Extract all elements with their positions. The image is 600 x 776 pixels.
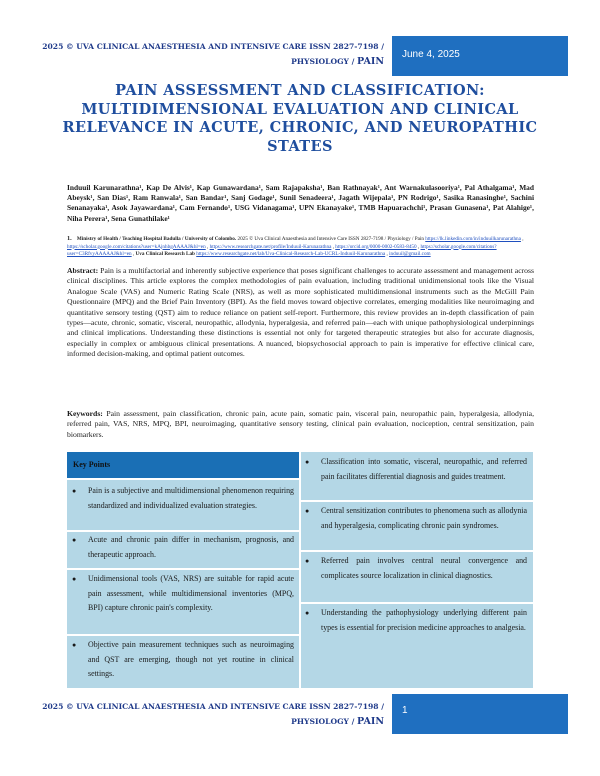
row-divider: [300, 500, 533, 502]
bullet-icon: ●: [72, 487, 77, 495]
footer-section-prefix: PHYSIOLOGY /: [291, 717, 358, 726]
header-section-prefix: PHYSIOLOGY /: [291, 57, 358, 66]
title-line-4: STATES: [267, 137, 333, 155]
bullet-icon: ●: [72, 536, 77, 544]
researchgate-lab-link[interactable]: https://www.researchgate.net/lab/Uva-Clinical-Research-Lab-UCRL-Induuil-Karunarathna: [196, 251, 386, 258]
affiliation-copyright: 2025 © Uva Clinical Anaesthesia and Intensive Care ISSN 2827-7198 / Physiology / Pain: [237, 236, 424, 242]
email-link[interactable]: induuil@gmail.com: [389, 251, 431, 258]
scholar-link-2[interactable]: https://scholar.google.com/citations?user=C3RfvyAAAAAJ&hl=en: [67, 243, 497, 258]
key-point-left-3: [72, 572, 294, 616]
footer-page-band: [392, 694, 568, 734]
key-point-text: Central sensitization contributes to phenomena such as allodynia and hyperalgesia, complicating chronic pain syndromes.: [321, 506, 527, 530]
page-header: [42, 36, 568, 76]
row-divider: [67, 634, 300, 636]
header-section-pain: PAIN: [357, 56, 384, 67]
row-divider: [300, 550, 533, 552]
abstract-label: Abstract:: [67, 266, 99, 275]
row-divider: [67, 478, 300, 480]
page-number: 1: [402, 705, 408, 716]
row-divider: [300, 602, 533, 604]
keywords: [67, 409, 534, 440]
key-point-right-4: [305, 606, 527, 635]
key-point-left-2: [72, 533, 294, 562]
key-point-text: Pain is a subjective and multidimensional phenomenon requiring standardized and individualized evaluation strategies.: [88, 486, 294, 510]
key-points-heading: Key Points: [73, 460, 111, 469]
abstract: [67, 266, 534, 360]
key-point-text: Referred pain involves central neural convergence and complicates source localization in clinical diagnostics.: [321, 556, 527, 580]
key-point-right-3: [305, 554, 527, 583]
abstract-text: Pain is a multifactorial and inherently subjective experience that poses significant challenges to accurate assessment and management across clinical disciplines. This article explores the complex methodologies of pain evaluation, including traditional unidimensional tools like the Visual Analogue Scale (VAS) and Numeric Rating Scale (NRS), as well as more sophisticated multidimensional instruments such as the McGill Pain Questionnaire (MPQ) and the Brief Pain Inventory (BPI). As the field moves toward objective correlates, emerging modalities like neuroimaging and quantitative sensory testing (QST) aim to reduce reliance on patient self-report. Furthermore, this review provides an in-depth classification of pain types—acute, chronic, somatic, visceral, neuropathic, allodynia, hyperalgesia, and referred pain—each with unique pathophysiological underpinnings and clinical implications. Understanding these distinctions is essential not only for targeted therapeutic strategies but also for accurate diagnosis, especially in complex or ambiguous clinical presentations. A nuanced, biopsychosocial approach to pain is imperative for effective clinical care, informed decision-making, and optimal patient outcomes.: [67, 266, 534, 359]
researchgate-profile-link[interactable]: https://www.researchgate.net/profile/Induuil-Karunarathna: [209, 243, 332, 250]
key-point-text: Unidimensional tools (VAS, NRS) are suitable for rapid acute pain assessment, while multidimensional inventories (MPQ, BPI) capture chronic pain's complexity.: [88, 574, 294, 613]
research-lab-label: Uva Clinical Research Lab: [135, 251, 195, 258]
key-point-left-4: [72, 638, 294, 682]
key-point-text: Classification into somatic, visceral, neuropathic, and referred pain facilitates differential diagnosis and guides treatment.: [321, 457, 527, 481]
bullet-icon: ●: [72, 641, 77, 649]
footer-journal-line1: 2025 © UVA CLINICAL ANAESTHESIA AND INTENSIVE CARE ISSN 2827-7198 /: [42, 702, 384, 711]
key-points-table: [67, 452, 533, 688]
key-point-text: Acute and chronic pain differ in mechanism, prognosis, and therapeutic approach.: [88, 535, 294, 559]
bullet-icon: ●: [305, 609, 310, 617]
author-list: Induuil Karunarathna¹, Kap De Alvis¹, Kap Gunawardana¹, Sam Rajapaksha¹, Ban Rathnayak¹, Ant Warnakulasooriya¹, Pal Athalgama¹, Mad Abeysk¹, San Dias¹, Ram Ranwala¹, San Bandar¹, Sanj Godage¹, Sunil Senadeera¹, Jagath Wijepala¹, PN Rodrigo¹, Sasika Ranasinghe¹, Sachini Senanayaka¹, Asok Jayawardana¹, Cam Fernando¹, USG Vidanagama¹, UPN Ekanayake¹, TMB Hapuarachchi¹, Prasan Gunasena¹, Pat Alahige¹, Niha Perera¹, Sena Gunathilake¹: [67, 183, 534, 223]
bullet-icon: ●: [72, 575, 77, 583]
scholar-link[interactable]: https://scholar.google.com/citations?user=kAjnhbgAAAAJ&hl=en: [67, 243, 206, 250]
row-divider: [67, 568, 300, 570]
header-journal-block: [42, 36, 392, 76]
header-date-band: [392, 36, 568, 76]
header-journal-line1: 2025 © UVA CLINICAL ANAESTHESIA AND INTENSIVE CARE ISSN 2827-7198 /: [42, 42, 384, 51]
keywords-text: Pain assessment, pain classification, chronic pain, acute pain, somatic pain, visceral pain, neuropathic pain, hyperalgesia, allodynia, referred pain, VAS, NRS, MPQ, BPI, neuroimaging, quantitative sensory testing, clinical pain evaluation, nociception, central sensitization, pain biomarkers.: [67, 409, 534, 439]
column-divider: [299, 452, 301, 688]
affiliation-institution: Ministry of Health / Teaching Hospital Badulla / University of Colombo.: [76, 236, 237, 242]
affiliation-number: 1.: [67, 235, 72, 242]
bullet-icon: ●: [305, 507, 310, 515]
key-point-text: Understanding the pathophysiology underlying different pain types is essential for precision medicine approaches to analgesia.: [321, 608, 527, 632]
key-points-header: [67, 452, 300, 478]
key-point-text: Objective pain measurement techniques such as neuroimaging and QST are emerging, though not yet routine in clinical settings.: [88, 640, 294, 679]
orcid-link[interactable]: https://orcid.org/0000-0002-0583-8450: [335, 243, 417, 250]
footer-section-pain: PAIN: [357, 716, 384, 727]
key-point-right-1: [305, 455, 527, 484]
footer-journal-block: [42, 694, 392, 734]
title-line-3: RELEVANCE IN ACUTE, CHRONIC, AND NEUROPATHIC: [62, 119, 538, 136]
publication-date: June 4, 2025: [402, 49, 460, 60]
header-journal-line2: [291, 56, 384, 67]
page-footer: [42, 694, 568, 734]
linkedin-link[interactable]: https://lk.linkedin.com/in/induuilkarunarathna: [425, 236, 521, 242]
key-point-left-1: [72, 484, 294, 513]
row-divider: [67, 530, 300, 532]
bullet-icon: ●: [305, 557, 310, 565]
affiliation-block: 1. Ministry of Health / Teaching Hospital Badulla / University of Colombo. 2025 © Uva Clinical Anaesthesia and Intensive Care ISSN 2827-7198 / Physiology / Pain https://lk.linkedin.com/in/induuilkarunarathna , https://scholar.google.com/citations?user=kAjnhbgAAAAJ&hl=en , https://www.researchgate.net/profile/Induuil-Karunarathna , https://orcid.org/0000-0002-0583-8450 , https://scholar.google.com/citations?user=C3RfvyAAAAAJ&hl=en , Uva Clinical Research Lab https://www.researchgate.net/lab/Uva-Clinical-Research-Lab-UCRL-Induuil-Karunarathna , induuil@gmail.com: [67, 235, 524, 258]
article-title: [60, 82, 540, 156]
title-line-2: MULTIDIMENSIONAL EVALUATION AND CLINICAL: [81, 100, 519, 118]
footer-journal-line2: [291, 716, 384, 727]
title-line-1: PAIN ASSESSMENT AND CLASSIFICATION:: [115, 82, 485, 99]
bullet-icon: ●: [305, 458, 310, 466]
key-point-right-2: [305, 504, 527, 533]
keywords-label: Keywords:: [67, 409, 103, 418]
